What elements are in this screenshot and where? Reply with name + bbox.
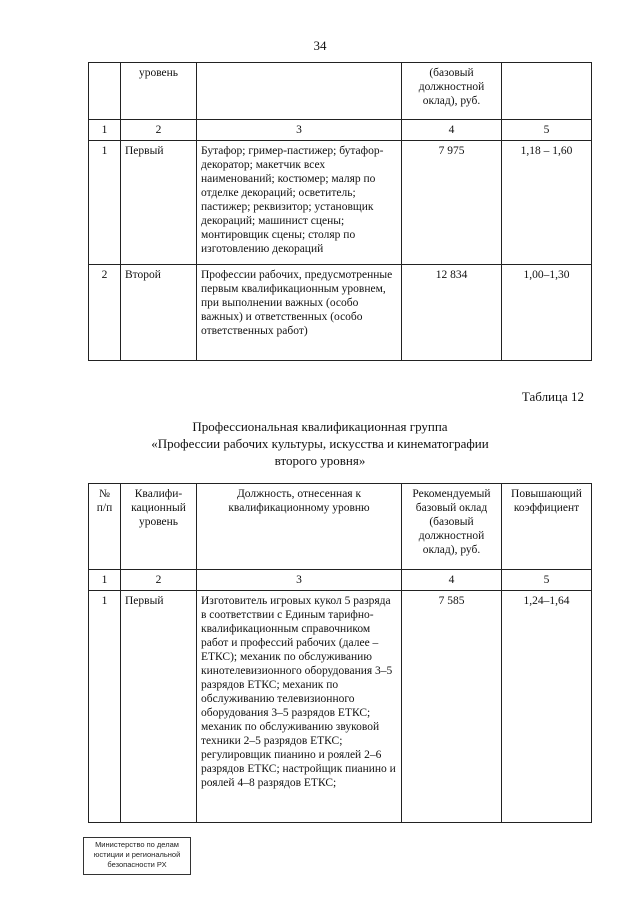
- ministry-stamp: Министерство по делам юстиции и региональной безопасности РХ: [83, 837, 191, 875]
- column-number: 4: [402, 570, 502, 591]
- column-number: 1: [89, 120, 121, 141]
- table-row: [89, 141, 592, 265]
- column-number: 4: [402, 120, 502, 141]
- table-caption: Таблица 12: [521, 389, 584, 404]
- page-number: 34: [313, 38, 327, 53]
- table-row: [89, 265, 592, 361]
- column-number: 3: [197, 570, 402, 591]
- row-number: 1: [89, 591, 121, 823]
- column-number-row: [89, 570, 592, 591]
- row-positions: Профессии рабочих, предусмотренные первым квалификационным уровнем, при выполнении важных (особо важных) и ответственных (особо ответственных работ): [197, 265, 402, 361]
- table-title-line: Профессиональная квалификационная группа: [192, 419, 448, 434]
- column-number: 5: [502, 120, 592, 141]
- header-position: Должность, отнесенная к квалификационному уровню: [197, 484, 402, 570]
- table-12: [88, 483, 592, 823]
- row-positions: Бутафор; гример-пастижер; бутафор-декоратор; макетчик всех наименований; костюмер; маляр по отделке декораций; осветитель; пастижер; реквизитор; установщик декораций; машинист сцены; монтировщик сцены; столяр по изготовлению декораций: [197, 141, 402, 265]
- row-coefficient: 1,18 – 1,60: [502, 141, 592, 265]
- column-number: 2: [121, 570, 197, 591]
- row-level: Первый: [121, 591, 197, 823]
- header-coefficient: Повышающий коэффициент: [502, 484, 592, 570]
- column-number-row: [89, 120, 592, 141]
- row-salary: 7 975: [402, 141, 502, 265]
- header-row: [89, 484, 592, 570]
- row-level: Второй: [121, 265, 197, 361]
- header-level: Квалифи-кационный уровень: [121, 484, 197, 570]
- header-fragment-cell: (базовый должностной оклад), руб.: [402, 63, 502, 120]
- column-number: 1: [89, 570, 121, 591]
- table-title-line: второго уровня»: [274, 453, 366, 468]
- header-fragment-row: [89, 63, 592, 120]
- header-fragment-cell: [89, 63, 121, 120]
- header-number: № п/п: [89, 484, 121, 570]
- row-number: 2: [89, 265, 121, 361]
- row-salary: 12 834: [402, 265, 502, 361]
- table-title-line: «Профессии рабочих культуры, искусства и кинематографии: [151, 436, 489, 451]
- table-row: [89, 591, 592, 823]
- row-coefficient: 1,24–1,64: [502, 591, 592, 823]
- header-fragment-cell: [502, 63, 592, 120]
- header-salary: Рекомендуемый базовый оклад (базовый должностной оклад), руб.: [402, 484, 502, 570]
- row-salary: 7 585: [402, 591, 502, 823]
- column-number: 2: [121, 120, 197, 141]
- column-number: 5: [502, 570, 592, 591]
- row-coefficient: 1,00–1,30: [502, 265, 592, 361]
- row-positions: Изготовитель игровых кукол 5 разряда в соответствии с Единым тарифно-квалификационным справочником работ и профессий рабочих (далее – ЕТКС); механик по обслуживанию кинотелевизионного оборудования 3–5 разрядов ЕТКС; механик по обслуживанию телевизионного оборудования 3–5 разрядов ЕТКС; механик по обслуживанию звуковой техники 2–5 разрядов ЕТКС; регулировщик пианино и роялей 2–6 разрядов ЕТКС; настройщик пианино и роялей 4–8 разрядов ЕТКС;: [197, 591, 402, 823]
- row-number: 1: [89, 141, 121, 265]
- continued-table: [88, 62, 592, 361]
- row-level: Первый: [121, 141, 197, 265]
- table-title: [0, 418, 640, 469]
- column-number: 3: [197, 120, 402, 141]
- header-fragment-cell: уровень: [121, 63, 197, 120]
- header-fragment-cell: [197, 63, 402, 120]
